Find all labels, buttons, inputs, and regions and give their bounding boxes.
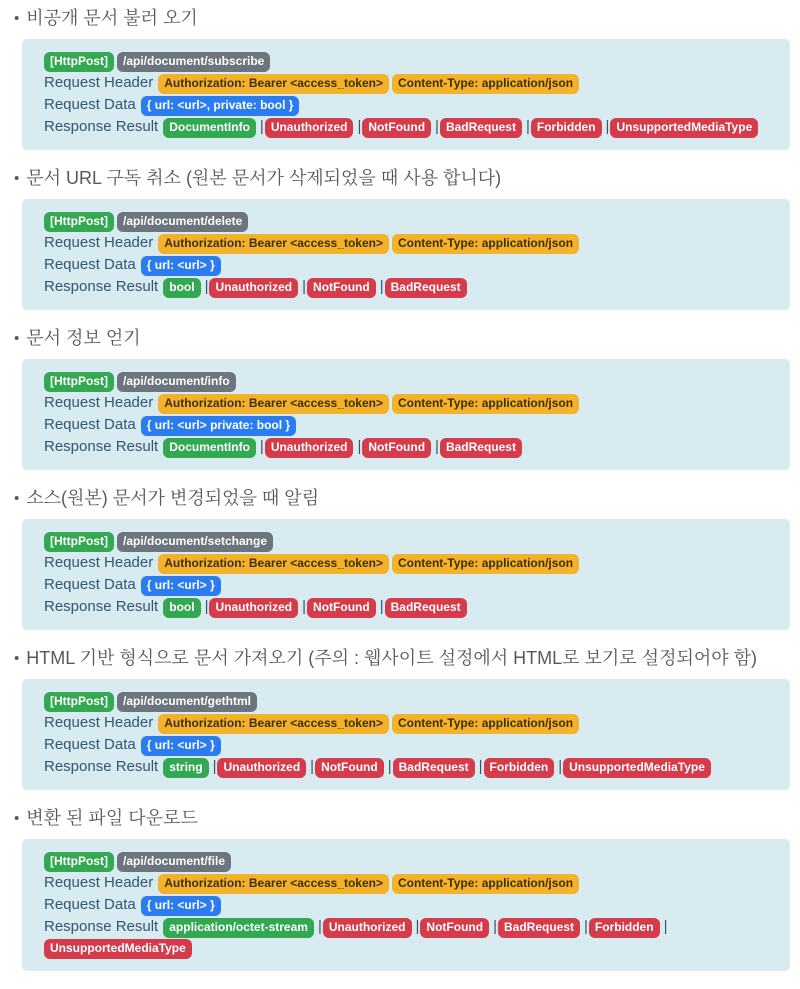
api-section [0, 488, 800, 630]
response-success-badge: DocumentInfo [163, 118, 256, 138]
http-method-badge: [HttpPost] [44, 212, 114, 232]
response-error-badge: BadRequest [498, 918, 580, 938]
endpoint-badge: /api/document/setchange [117, 532, 273, 552]
http-method-badge: [HttpPost] [44, 692, 114, 712]
response-error-badge: NotFound [315, 758, 384, 778]
endpoint-badge: /api/document/file [117, 852, 231, 872]
api-box [22, 519, 790, 630]
endpoint-row [44, 691, 770, 712]
response-error-badge: UnsupportedMediaType [610, 118, 758, 138]
response-error-badge: NotFound [420, 918, 489, 938]
response-error-badge: Unauthorized [209, 598, 298, 618]
response-error-badge: UnsupportedMediaType [563, 758, 711, 778]
api-box [22, 199, 790, 310]
request-data-badge: { url: <url> } [141, 576, 221, 596]
content-type-header-badge: Content-Type: application/json [392, 554, 579, 574]
request-data-label: Request Data [44, 96, 136, 113]
section-title [0, 648, 800, 669]
response-error-badge: Unauthorized [209, 278, 298, 298]
separator: | [310, 758, 315, 775]
request-header-label: Request Header [44, 714, 154, 731]
response-result-label: Response Result [44, 598, 159, 615]
response-error-badge: BadRequest [440, 438, 522, 458]
response-error-badge: BadRequest [393, 758, 475, 778]
http-method-badge: [HttpPost] [44, 52, 114, 72]
api-section [0, 8, 800, 150]
separator: | [204, 598, 209, 615]
endpoint-row [44, 51, 770, 72]
request-data-label: Request Data [44, 736, 136, 753]
response-error-badge: Unauthorized [265, 118, 354, 138]
request-data-label: Request Data [44, 416, 136, 433]
authorization-header-badge: Authorization: Bearer <access_token> [158, 234, 389, 254]
endpoint-badge: /api/document/info [117, 372, 236, 392]
response-error-badge: NotFound [307, 598, 376, 618]
request-header-row [44, 393, 770, 414]
endpoint-row [44, 531, 770, 552]
content-type-header-badge: Content-Type: application/json [392, 234, 579, 254]
section-title-text: 소스(원본) 문서가 변경되었을 때 알림 [26, 488, 320, 508]
endpoint-badge: /api/document/delete [117, 212, 248, 232]
api-section [0, 168, 800, 310]
response-error-badge: NotFound [362, 118, 431, 138]
response-result-label: Response Result [44, 438, 159, 455]
section-title [0, 488, 800, 509]
request-data-row [44, 575, 770, 596]
api-section [0, 808, 800, 971]
request-header-row [44, 873, 770, 894]
separator: | [493, 918, 497, 935]
separator: | [379, 598, 384, 615]
section-title-text: 비공개 문서 불러 오기 [26, 8, 198, 28]
authorization-header-badge: Authorization: Bearer <access_token> [158, 394, 389, 414]
separator: | [379, 278, 384, 295]
response-result-label: Response Result [44, 278, 159, 295]
api-doc [0, 8, 800, 971]
request-data-badge: { url: <url>, private: bool } [141, 96, 300, 116]
api-box [22, 359, 790, 470]
api-box [22, 39, 790, 150]
endpoint-row [44, 211, 770, 232]
bullet-icon: • [14, 170, 20, 187]
authorization-header-badge: Authorization: Bearer <access_token> [158, 714, 389, 734]
response-error-badge: Forbidden [484, 758, 555, 778]
section-title [0, 328, 800, 349]
section-title-text: 변환 된 파일 다운로드 [26, 808, 198, 828]
separator: | [357, 118, 362, 135]
request-header-row [44, 233, 770, 254]
separator: | [435, 438, 439, 455]
request-header-label: Request Header [44, 874, 154, 891]
request-data-label: Request Data [44, 576, 136, 593]
separator: | [259, 118, 264, 135]
separator: | [478, 758, 483, 775]
separator: | [212, 758, 217, 775]
request-data-badge: { url: <url> } [141, 256, 221, 276]
separator: | [302, 598, 307, 615]
separator: | [259, 438, 264, 455]
section-title-text: 문서 URL 구독 취소 (원본 문서가 삭제되었을 때 사용 합니다) [26, 168, 502, 188]
request-header-label: Request Header [44, 234, 154, 251]
authorization-header-badge: Authorization: Bearer <access_token> [158, 74, 389, 94]
separator: | [415, 918, 420, 935]
response-result-row [44, 597, 770, 618]
response-result-row [44, 437, 770, 458]
request-header-row [44, 553, 770, 574]
response-result-row [44, 117, 770, 138]
response-error-badge: Unauthorized [265, 438, 354, 458]
endpoint-badge: /api/document/gethtml [117, 692, 257, 712]
request-data-badge: { url: <url> private: bool } [141, 416, 296, 436]
authorization-header-badge: Authorization: Bearer <access_token> [158, 554, 389, 574]
request-data-badge: { url: <url> } [141, 736, 221, 756]
endpoint-row [44, 851, 770, 872]
api-section [0, 328, 800, 470]
bullet-icon: • [14, 490, 20, 507]
bullet-icon: • [14, 810, 20, 827]
request-data-row [44, 255, 770, 276]
request-header-label: Request Header [44, 394, 154, 411]
section-title [0, 808, 800, 829]
response-error-badge: Unauthorized [323, 918, 412, 938]
response-result-label: Response Result [44, 918, 159, 935]
request-data-label: Request Data [44, 256, 136, 273]
response-error-badge: Unauthorized [217, 758, 306, 778]
http-method-badge: [HttpPost] [44, 532, 114, 552]
response-error-badge: BadRequest [440, 118, 522, 138]
content-type-header-badge: Content-Type: application/json [392, 394, 579, 414]
authorization-header-badge: Authorization: Bearer <access_token> [158, 874, 389, 894]
endpoint-badge: /api/document/subscribe [117, 52, 270, 72]
separator: | [584, 918, 588, 935]
response-result-row [44, 917, 770, 959]
request-data-row [44, 895, 770, 916]
api-box [22, 679, 790, 790]
response-error-badge: NotFound [307, 278, 376, 298]
request-header-row [44, 73, 770, 94]
http-method-badge: [HttpPost] [44, 852, 114, 872]
separator: | [387, 758, 392, 775]
bullet-icon: • [14, 10, 20, 27]
response-result-row [44, 277, 770, 298]
response-error-badge: NotFound [362, 438, 431, 458]
response-success-badge: bool [163, 278, 200, 298]
separator: | [663, 918, 668, 935]
separator: | [605, 118, 610, 135]
response-error-badge: Forbidden [589, 918, 660, 938]
separator: | [525, 118, 530, 135]
separator: | [435, 118, 439, 135]
section-title [0, 8, 800, 29]
separator: | [357, 438, 362, 455]
bullet-icon: • [14, 650, 20, 667]
response-success-badge: application/octet-stream [163, 918, 314, 938]
response-error-badge: BadRequest [385, 278, 467, 298]
response-error-badge: BadRequest [385, 598, 467, 618]
request-data-row [44, 95, 770, 116]
request-data-row [44, 735, 770, 756]
section-title [0, 168, 800, 189]
separator: | [317, 918, 322, 935]
request-header-row [44, 713, 770, 734]
request-header-label: Request Header [44, 74, 154, 91]
separator: | [204, 278, 209, 295]
response-result-label: Response Result [44, 758, 159, 775]
response-error-badge: UnsupportedMediaType [44, 939, 192, 959]
http-method-badge: [HttpPost] [44, 372, 114, 392]
content-type-header-badge: Content-Type: application/json [392, 874, 579, 894]
response-error-badge: Forbidden [531, 118, 602, 138]
separator: | [558, 758, 563, 775]
response-result-label: Response Result [44, 118, 159, 135]
response-success-badge: bool [163, 598, 200, 618]
bullet-icon: • [14, 330, 20, 347]
response-result-row [44, 757, 770, 778]
api-box [22, 839, 790, 971]
request-data-row [44, 415, 770, 436]
request-header-label: Request Header [44, 554, 154, 571]
section-title-text: HTML 기반 형식으로 문서 가져오기 (주의 : 웹사이트 설정에서 HTML로 보기로 설정되어야 함) [26, 648, 758, 668]
section-title-text: 문서 정보 얻기 [26, 328, 141, 348]
endpoint-row [44, 371, 770, 392]
response-success-badge: string [163, 758, 208, 778]
request-data-badge: { url: <url> } [141, 896, 221, 916]
content-type-header-badge: Content-Type: application/json [392, 714, 579, 734]
content-type-header-badge: Content-Type: application/json [392, 74, 579, 94]
request-data-label: Request Data [44, 896, 136, 913]
response-success-badge: DocumentInfo [163, 438, 256, 458]
separator: | [302, 278, 307, 295]
api-section [0, 648, 800, 790]
